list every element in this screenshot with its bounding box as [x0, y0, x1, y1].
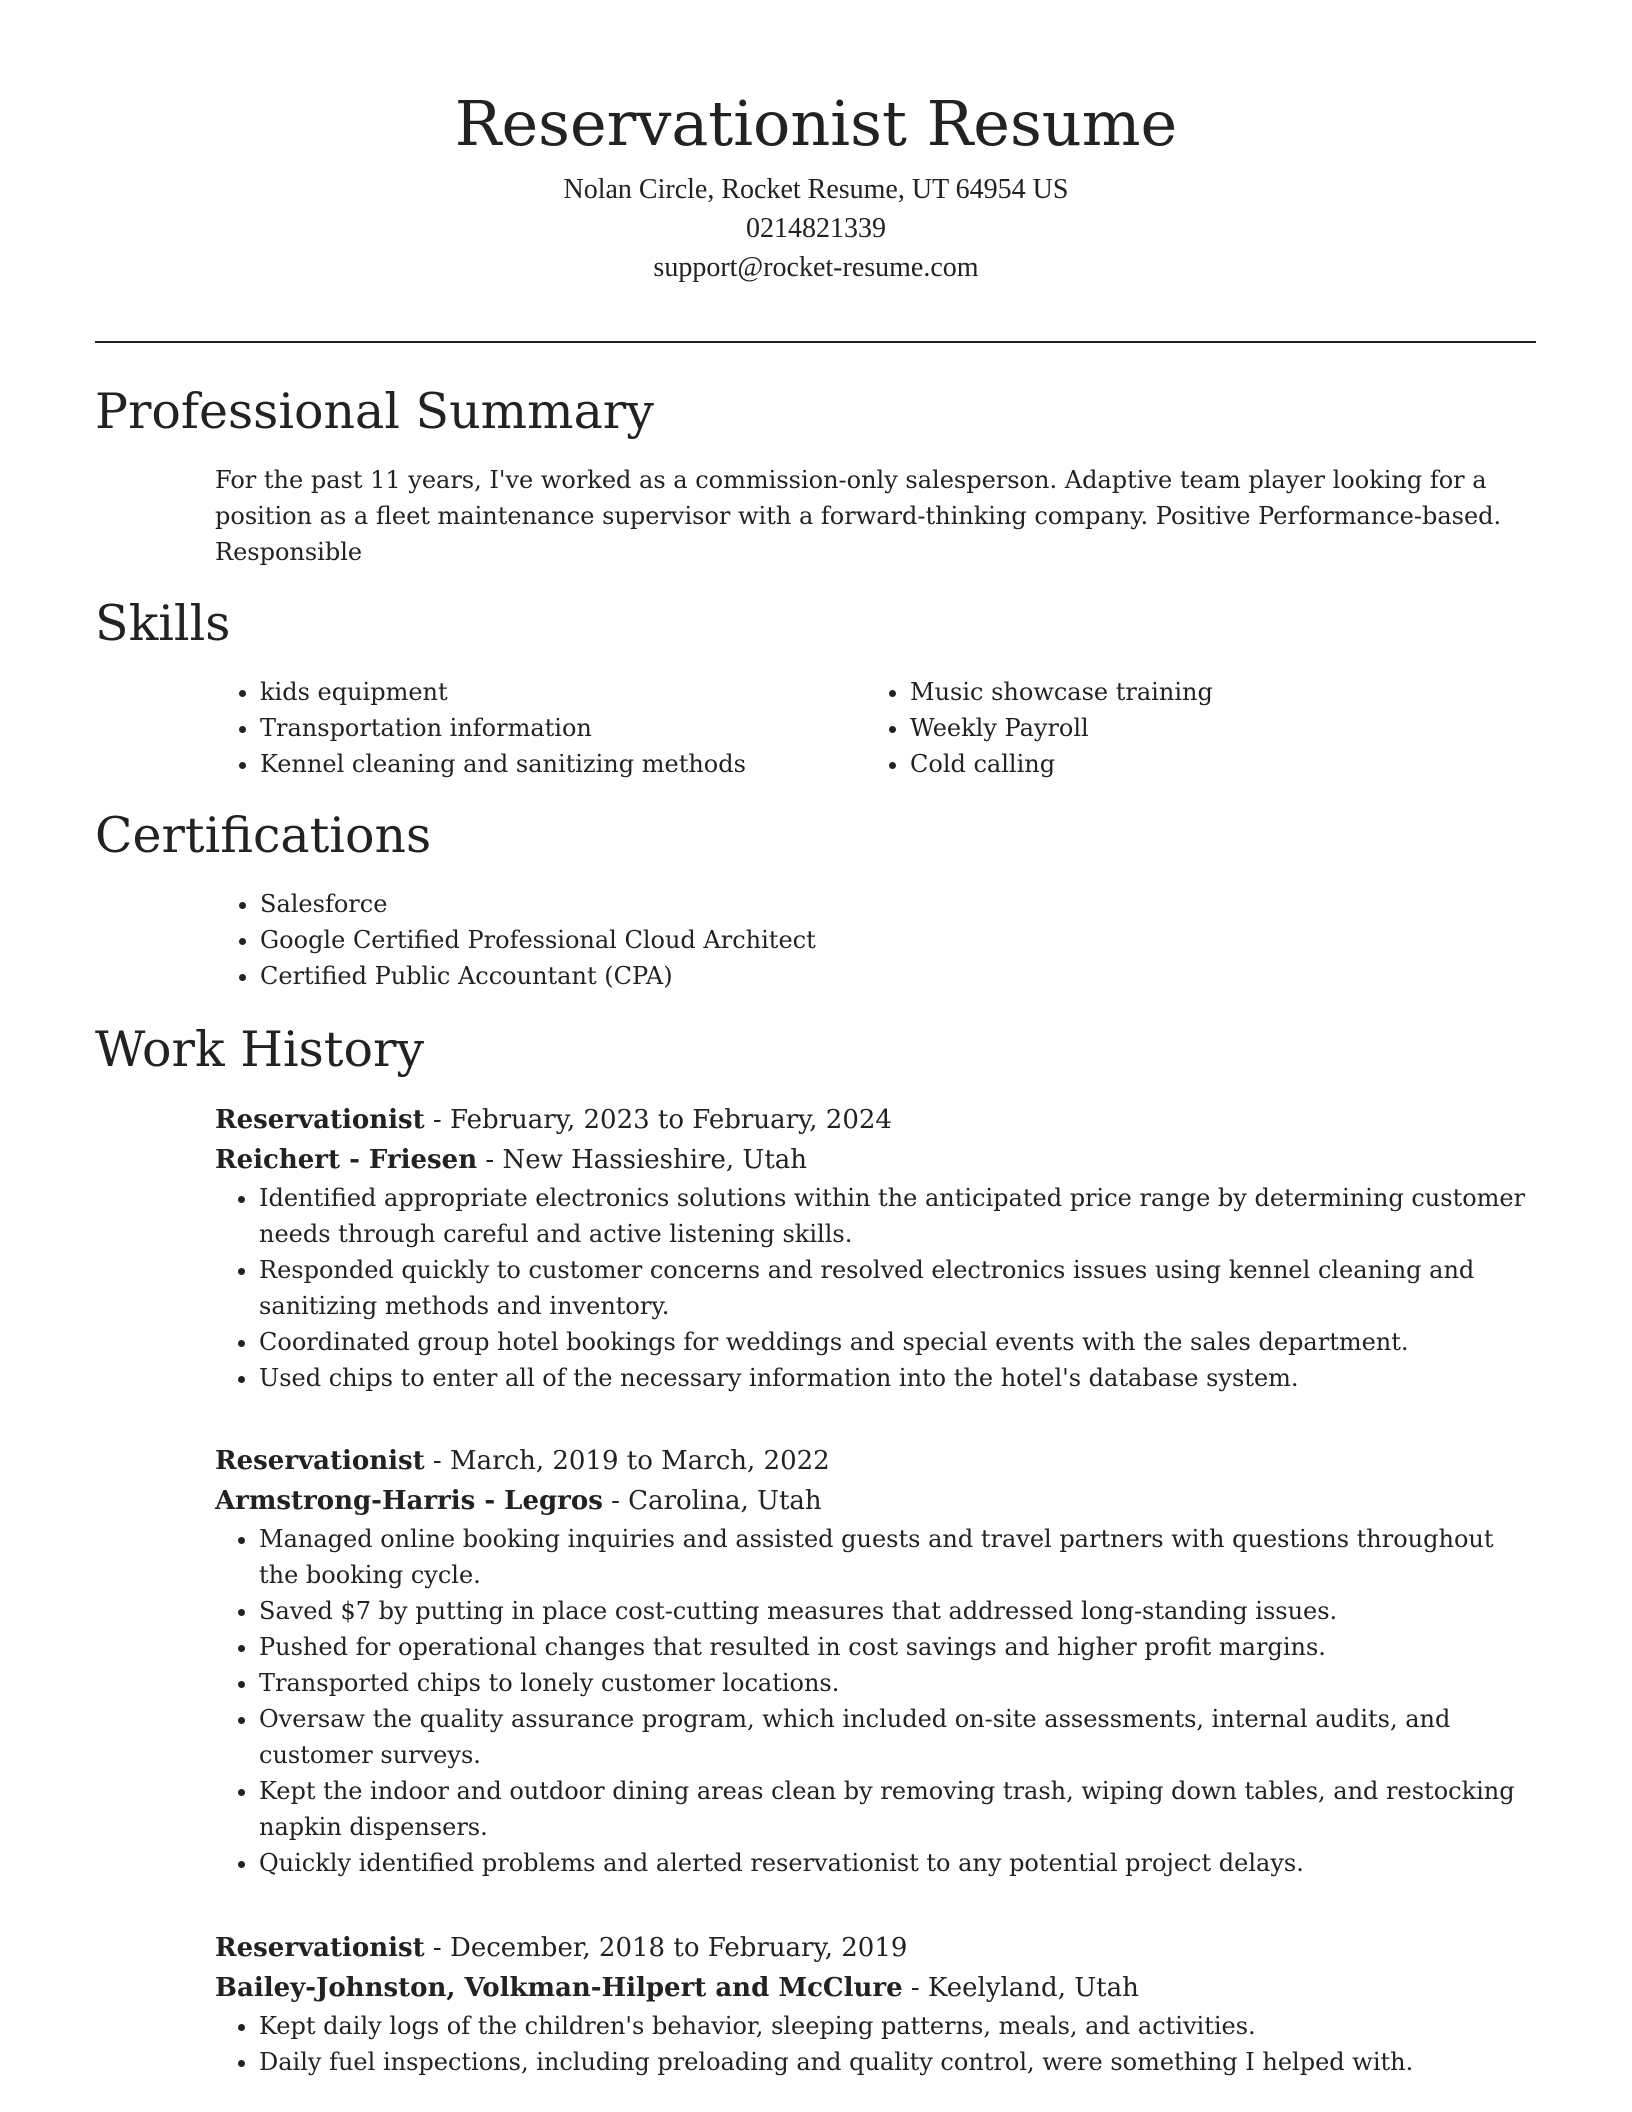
- job-company-line: Armstrong-Harris - Legros - Carolina, Utah: [215, 1486, 822, 1516]
- job-company-line: Bailey-Johnston, Volkman-Hilpert and McClure - Keelyland, Utah: [215, 1973, 1139, 2003]
- certification-item: • Salesforce: [260, 886, 1560, 922]
- job-dates: December, 2018 to February, 2019: [449, 1933, 908, 1963]
- job-entry: [215, 1928, 1536, 2080]
- job-company: Bailey-Johnston, Volkman-Hilpert and McClure: [215, 1973, 903, 2003]
- job-duties-list: [215, 1521, 1536, 1881]
- summary-heading: Professional Summary: [95, 383, 654, 440]
- skill-item: • Music showcase training: [910, 674, 1570, 710]
- job-location: Carolina, Utah: [628, 1486, 822, 1516]
- job-company: Armstrong-Harris - Legros: [215, 1486, 603, 1516]
- job-duty-item: • Kept the indoor and outdoor dining areas clean by removing trash, wiping down tables, and restocking napkin dispensers.: [259, 1773, 1536, 1845]
- job-dates: March, 2019 to March, 2022: [449, 1446, 830, 1476]
- job-title-line: Reservationist - December, 2018 to February, 2019: [215, 1933, 908, 1963]
- skills-list-left: [216, 674, 880, 782]
- job-location: New Hassieshire, Utah: [502, 1145, 808, 1175]
- job-duty-item: • Used chips to enter all of the necessary information into the hotel's database system.: [259, 1360, 1536, 1396]
- skill-item: • Transportation information: [260, 710, 880, 746]
- certification-item: • Google Certified Professional Cloud Architect: [260, 922, 1560, 958]
- job-duty-item: • Managed online booking inquiries and assisted guests and travel partners with questions throughout the booking cycle.: [259, 1521, 1536, 1593]
- work-history-heading: Work History: [95, 1021, 425, 1078]
- job-title-line: Reservationist - February, 2023 to February, 2024: [215, 1105, 892, 1135]
- job-duty-item: • Oversaw the quality assurance program, which included on-site assessments, internal audits, and customer surveys.: [259, 1701, 1536, 1773]
- skill-item: • kids equipment: [260, 674, 880, 710]
- job-duty-item: • Pushed for operational changes that resulted in cost savings and higher profit margins.: [259, 1629, 1536, 1665]
- job-title-line: Reservationist - March, 2019 to March, 2022: [215, 1446, 830, 1476]
- job-dates: February, 2023 to February, 2024: [449, 1105, 892, 1135]
- contact-address: Nolan Circle, Rocket Resume, UT 64954 US: [563, 174, 1069, 205]
- job-duty-item: • Coordinated group hotel bookings for weddings and special events with the sales department.: [259, 1324, 1536, 1360]
- certification-item: • Certified Public Accountant (CPA): [260, 958, 1560, 994]
- header-divider: [95, 341, 1536, 343]
- skill-item: • Cold calling: [910, 746, 1570, 782]
- resume-header: [0, 82, 1632, 287]
- job-location: Keelyland, Utah: [927, 1973, 1139, 2003]
- job-duty-item: • Daily fuel inspections, including preloading and quality control, were something I helped with.: [259, 2044, 1536, 2080]
- skill-item: • Kennel cleaning and sanitizing methods: [260, 746, 880, 782]
- job-duty-item: • Saved $7 by putting in place cost-cutting measures that addressed long-standing issues.: [259, 1593, 1536, 1629]
- job-duty-item: • Responded quickly to customer concerns and resolved electronics issues using kennel cleaning and sanitizing methods and inventory.: [259, 1252, 1536, 1324]
- contact-info: [0, 170, 1632, 287]
- job-title: Reservationist: [215, 1933, 425, 1963]
- contact-phone: 0214821339: [746, 213, 886, 244]
- summary-text: For the past 11 years, I've worked as a commission-only salesperson. Adaptive team player looking for a position as a fleet maintenance supervisor with a forward-thinking company. Positive Performance-based. Responsible: [215, 466, 1502, 566]
- job-company-line: Reichert - Friesen - New Hassieshire, Utah: [215, 1145, 808, 1175]
- certifications-heading: Certifications: [95, 807, 432, 864]
- job-duty-item: • Quickly identified problems and alerted reservationist to any potential project delays.: [259, 1845, 1536, 1881]
- skills-list-right: [866, 674, 1570, 782]
- contact-email: support@rocket-resume.com: [653, 252, 979, 283]
- job-duties-list: [215, 2008, 1536, 2080]
- job-entry: [215, 1100, 1536, 1396]
- job-entry: [215, 1441, 1536, 1881]
- job-title: Reservationist: [215, 1105, 425, 1135]
- job-company: Reichert - Friesen: [215, 1145, 478, 1175]
- job-title: Reservationist: [215, 1446, 425, 1476]
- page-title: Reservationist Resume: [454, 87, 1178, 160]
- job-duty-item: • Transported chips to lonely customer locations.: [259, 1665, 1536, 1701]
- skills-heading: Skills: [95, 595, 231, 652]
- certifications-list: [216, 886, 1560, 994]
- skill-item: • Weekly Payroll: [910, 710, 1570, 746]
- job-duty-item: • Kept daily logs of the children's behavior, sleeping patterns, meals, and activities.: [259, 2008, 1536, 2044]
- job-duty-item: • Identified appropriate electronics solutions within the anticipated price range by determining customer needs through careful and active listening skills.: [259, 1180, 1536, 1252]
- job-duties-list: [215, 1180, 1536, 1396]
